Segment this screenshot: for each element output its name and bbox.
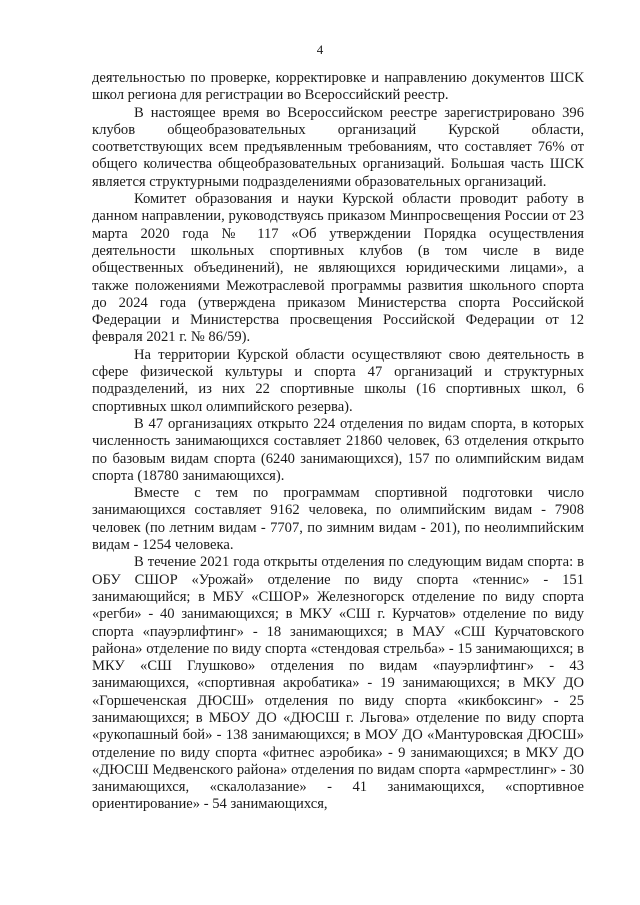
paragraph-registered-clubs: В настоящее время во Всероссийском реестре зарегистрировано 396 клубов общеобразовательных организаций Курской области, соответствующих всем предъявленным требованиям, что составляет 76% от общего количества общеобразовательных организаций. Большая часть ШСК является структурными подразделениями образовательных организаций.	[92, 104, 584, 190]
document-body	[92, 70, 584, 814]
paragraph-departments: В 47 организациях открыто 224 отделения по видам спорта, в которых численность занимающихся составляет 21860 человек, 63 отделения открыто по базовым видам спорта (6240 занимающихся), 157 по олимпийским видам спорта (18780 занимающихся).	[92, 415, 584, 484]
paragraph-committee-work: Комитет образования и науки Курской области проводит работу в данном направлении, руководствуясь приказом Минпросвещения России от 23 марта 2020 года № 117 «Об утверждении Порядка осуществления деятельности школьных спортивных клубов (в том числе в виде общественных объединений), не являющихся юридическими лицами», а также положениями Межотраслевой программы развития школьного спорта до 2024 года (утверждена приказом Министерства спорта Российской Федерации и Министерства просвещения Российской Федерации от 12 февраля 2021 г. № 86/59).	[92, 191, 584, 346]
paragraph-registry-intro: деятельностью по проверке, корректировке и направлению документов ШСК школ региона для регистрации во Всероссийский реестр.	[92, 70, 584, 104]
paragraph-new-departments-2021: В течение 2021 года открыты отделения по следующим видам спорта: в ОБУ СШОР «Урожай» отделение по виду спорта «теннис» - 151 занимающийся; в МБУ «СШОР» Железногорск отделение по виду спорта «регби» - 40 занимающихся; в МКУ «СШ г. Курчатов» отделение по виду спорта «пауэрлифтинг» - 18 занимающихся; в МАУ «СШ Курчатовского района» отделение по виду спорта «стендовая стрельба» - 15 занимающихся; в МКУ «СШ Глушково» отделения по видам «пауэрлифтинг» - 43 занимающихся, «спортивная акробатика» - 19 занимающихся; в МКУ ДО «Горшеченская ДЮСШ» отделения по виду спорта «кикбоксинг» - 25 занимающихся; в МБОУ ДО «ДЮСШ г. Льгова» отделение по виду спорта «рукопашный бой» - 138 занимающихся; в МОУ ДО «Мантуровская ДЮСШ» отделение по виду спорта «фитнес аэробика» - 9 занимающихся; в МКУ ДО «ДЮСШ Медвенского района» отделения по видам спорта «армрестлинг» - 30 занимающихся, «скалолазание» - 41 занимающихся, «спортивное ориентирование» - 54 занимающихся,	[92, 554, 584, 813]
page-number: 4	[316, 42, 324, 57]
paragraph-sports-training: Вместе с тем по программам спортивной подготовки число занимающихся составляет 9162 человека, по олимпийским видам - 7908 человек (по летним видам - 7707, по зимним видам - 201), по неолимпийским видам - 1254 человека.	[92, 485, 584, 554]
paragraph-organizations: На территории Курской области осуществляют свою деятельность в сфере физической культуры и спорта 47 организаций и структурных подразделений, из них 22 спортивные школы (16 спортивных школ, 6 спортивных школ олимпийского резерва).	[92, 346, 584, 415]
